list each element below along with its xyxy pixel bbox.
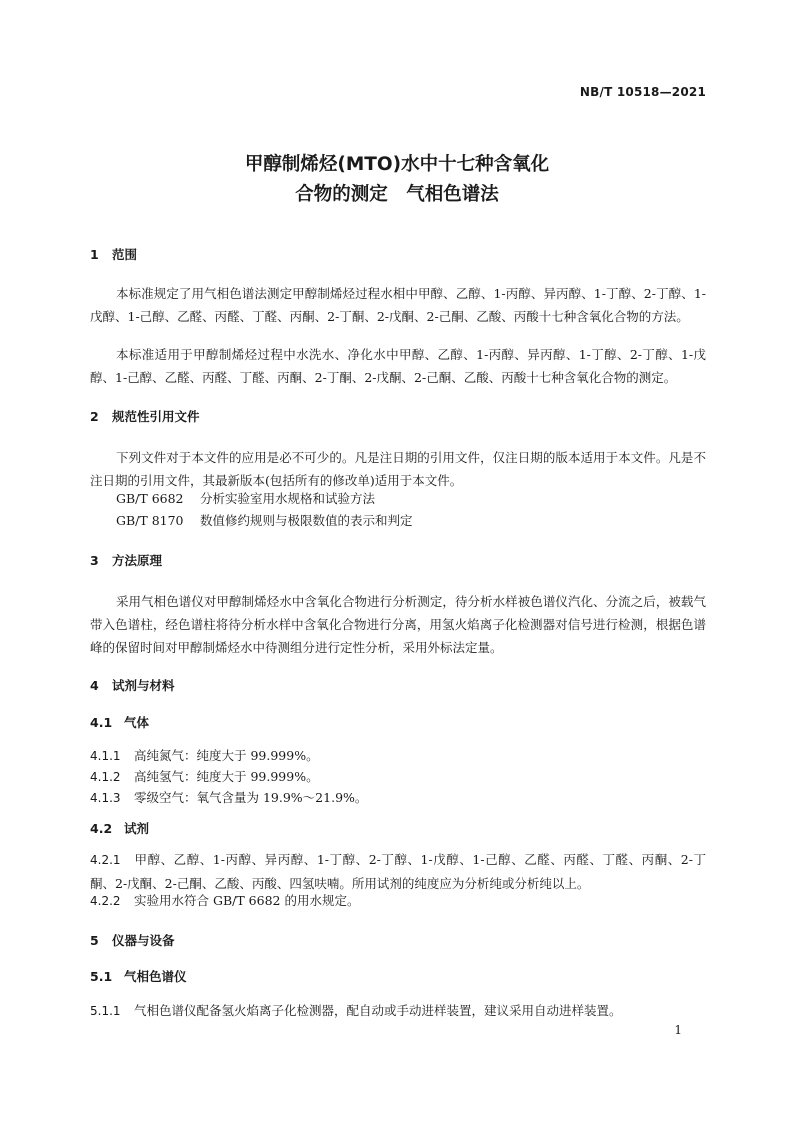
section-number: 3 <box>90 553 99 568</box>
section-title: 仪器与设备 <box>112 933 175 948</box>
clause-text: 甲醇、乙醇、1-丙醇、异丙醇、1-丁醇、2-丁醇、1-戊醇、1-己醇、乙醛、丙醛、丁醛、丙酮、2-丁酮、2-戊酮、2-己酮、乙酸、丙酸、四氢呋喃。所用试剂的纯度应为分析纯或分析纯以上。 <box>90 852 706 891</box>
section-number: 1 <box>90 247 99 262</box>
section-title: 方法原理 <box>112 553 163 568</box>
clause-text: 高纯氮气：纯度大于 99.999%。 <box>134 748 319 763</box>
clause-number: 4.2.1 <box>90 853 121 867</box>
clause-4-1-3 <box>90 786 367 810</box>
section-number: 4 <box>90 678 99 693</box>
clause-number: 4.1.3 <box>90 791 121 805</box>
reference-item <box>116 487 375 510</box>
subsection-number: 4.2 <box>90 821 113 836</box>
section-1-paragraph-1: 本标准规定了用气相色谱法测定甲醇制烯烃过程水相中甲醇、乙醇、1-丙醇、异丙醇、1-丁醇、2-丁醇、1-戊醇、1-己醇、乙醛、丙醛、丁醛、丙酮、2-丁酮、2-戊酮、2-己酮、乙酸、丙酸十七种含氧化合物的方法。 <box>90 286 706 324</box>
document-title-line2: 合物的测定 气相色谱法 <box>295 184 499 205</box>
subsection-title: 气相色谱仪 <box>124 969 187 984</box>
clause-number: 4.1.1 <box>90 749 121 763</box>
reference-title: 数值修约规则与极限数值的表示和判定 <box>200 513 413 528</box>
page-number: 1 <box>674 1023 682 1037</box>
clause-5-1-1 <box>90 999 622 1023</box>
subsection-4-1-heading <box>90 713 149 733</box>
clause-4-2-1 <box>90 848 706 895</box>
clause-text: 高纯氢气：纯度大于 99.999%。 <box>134 769 319 784</box>
section-number: 5 <box>90 933 99 948</box>
section-2-heading <box>90 407 200 427</box>
clause-text: 实验用水符合 GB/T 6682 的用水规定。 <box>134 893 360 908</box>
section-1-heading <box>90 245 137 265</box>
clause-text: 气相色谱仪配备氢火焰离子化检测器，配自动或手动进样装置，建议采用自动进样装置。 <box>134 1003 622 1018</box>
section-1-paragraph-2: 本标准适用于甲醇制烯烃过程中水洗水、净化水中甲醇、乙醇、1-丙醇、异丙醇、1-丁醇、2-丁醇、1-戊醇、1-己醇、乙醛、丙醛、丁醛、丙酮、2-丁酮、2-戊酮、2-己酮、乙酸、丙酸十七种含氧化合物的测定。 <box>90 347 706 385</box>
subsection-number: 4.1 <box>90 715 113 730</box>
clause-4-2-2 <box>90 889 359 913</box>
clause-number: 4.1.2 <box>90 770 121 784</box>
clause-text: 零级空气：氧气含量为 19.9%～21.9%。 <box>134 790 368 805</box>
section-5-heading <box>90 931 175 951</box>
clause-number: 5.1.1 <box>90 1004 121 1018</box>
section-3-paragraph-1: 采用气相色谱仪对甲醇制烯烃水中含氧化合物进行分析测定，待分析水样被色谱仪汽化、分流之后，被载气带入色谱柱，经色谱柱将待分析水样中含氧化合物进行分离，用氢火焰离子化检测器对信号进行检测，根据色谱峰的保留时间对甲醇制烯烃水中待测组分进行定性分析，采用外标法定量。 <box>90 594 706 655</box>
standard-code: NB/T 10518—2021 <box>579 85 706 99</box>
section-4-heading <box>90 676 175 696</box>
reference-item <box>116 509 413 532</box>
subsection-4-2-heading <box>90 819 149 839</box>
section-title: 范围 <box>112 247 138 262</box>
subsection-5-1-heading <box>90 967 187 987</box>
section-title: 试剂与材料 <box>112 678 175 693</box>
subsection-title: 气体 <box>124 715 150 730</box>
subsection-title: 试剂 <box>124 821 150 836</box>
section-number: 2 <box>90 409 99 424</box>
clause-number: 4.2.2 <box>90 894 121 908</box>
reference-title: 分析实验室用水规格和试验方法 <box>200 491 376 506</box>
subsection-number: 5.1 <box>90 969 113 984</box>
section-title: 规范性引用文件 <box>112 409 200 424</box>
reference-code: GB/T 8170 <box>116 513 184 528</box>
reference-code: GB/T 6682 <box>116 491 184 506</box>
section-2-paragraph-1: 下列文件对于本文件的应用是必不可少的。凡是注日期的引用文件，仅注日期的版本适用于本文件。凡是不注日期的引用文件，其最新版本(包括所有的修改单)适用于本文件。 <box>90 450 706 488</box>
document-title-line1: 甲醇制烯烃(MTO)水中十七种含氧化 <box>244 154 550 175</box>
section-3-heading <box>90 551 162 571</box>
